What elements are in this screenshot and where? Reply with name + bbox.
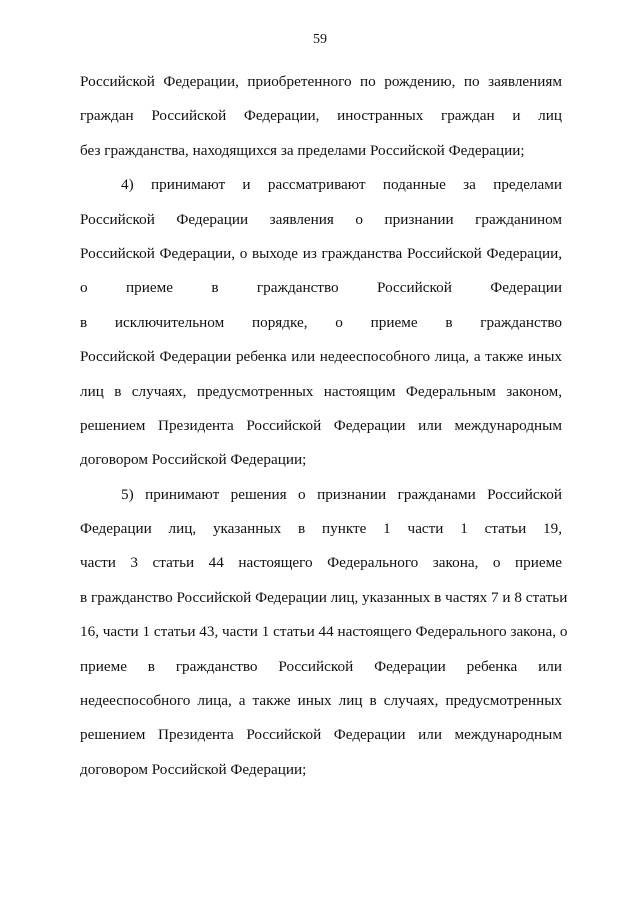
text-line: Федерации лиц, указанных в пункте 1 части 1 статьи 19, — [80, 520, 562, 538]
text-line: договором Российской Федерации; — [80, 760, 307, 778]
paragraph-1 — [80, 71, 562, 174]
text-line: Российской Федерации заявления о признании гражданином — [80, 210, 562, 228]
text-line: лиц в случаях, предусмотренных настоящим Федеральным законом, — [80, 382, 562, 400]
text-line: 4) принимают и рассматривают поданные за пределами — [121, 176, 562, 194]
text-line: Российской Федерации, о выходе из гражданства Российской Федерации, — [80, 244, 562, 262]
text-line: договором Российской Федерации; — [80, 451, 307, 469]
text-line: приеме в гражданство Российской Федерации ребенка или — [80, 657, 562, 675]
paragraph-item-4 — [80, 174, 562, 484]
text-line: о приеме в гражданство Российской Федерации — [80, 279, 562, 297]
paragraph-item-5 — [80, 484, 568, 794]
text-line: 5) принимают решения о признании гражданами Российской — [121, 485, 562, 503]
text-line: Российской Федерации, приобретенного по рождению, по заявлениям — [80, 73, 562, 90]
text-line: решением Президента Российской Федерации или международным — [80, 726, 562, 744]
text-line: в гражданство Российской Федерации лиц, указанных в частях 7 и 8 статьи — [80, 588, 568, 606]
text-line: без гражданства, находящихся за пределами Российской Федерации; — [80, 141, 525, 159]
text-line: решением Президента Российской Федерации или международным — [80, 416, 562, 434]
document-body — [80, 71, 568, 793]
page-number: 59 — [313, 32, 327, 47]
text-line: части 3 статьи 44 настоящего Федерального закона, о приеме — [80, 554, 562, 572]
text-line: граждан Российской Федерации, иностранных граждан и лиц — [80, 107, 562, 125]
text-line: 16, части 1 статьи 43, части 1 статьи 44 настоящего Федерального закона, о — [80, 623, 568, 641]
text-line: Российской Федерации ребенка или недееспособного лица, а также иных — [80, 348, 562, 366]
text-line: недееспособного лица, а также иных лиц в случаях, предусмотренных — [80, 692, 562, 710]
text-line: в исключительном порядке, о приеме в гражданство — [80, 313, 562, 331]
